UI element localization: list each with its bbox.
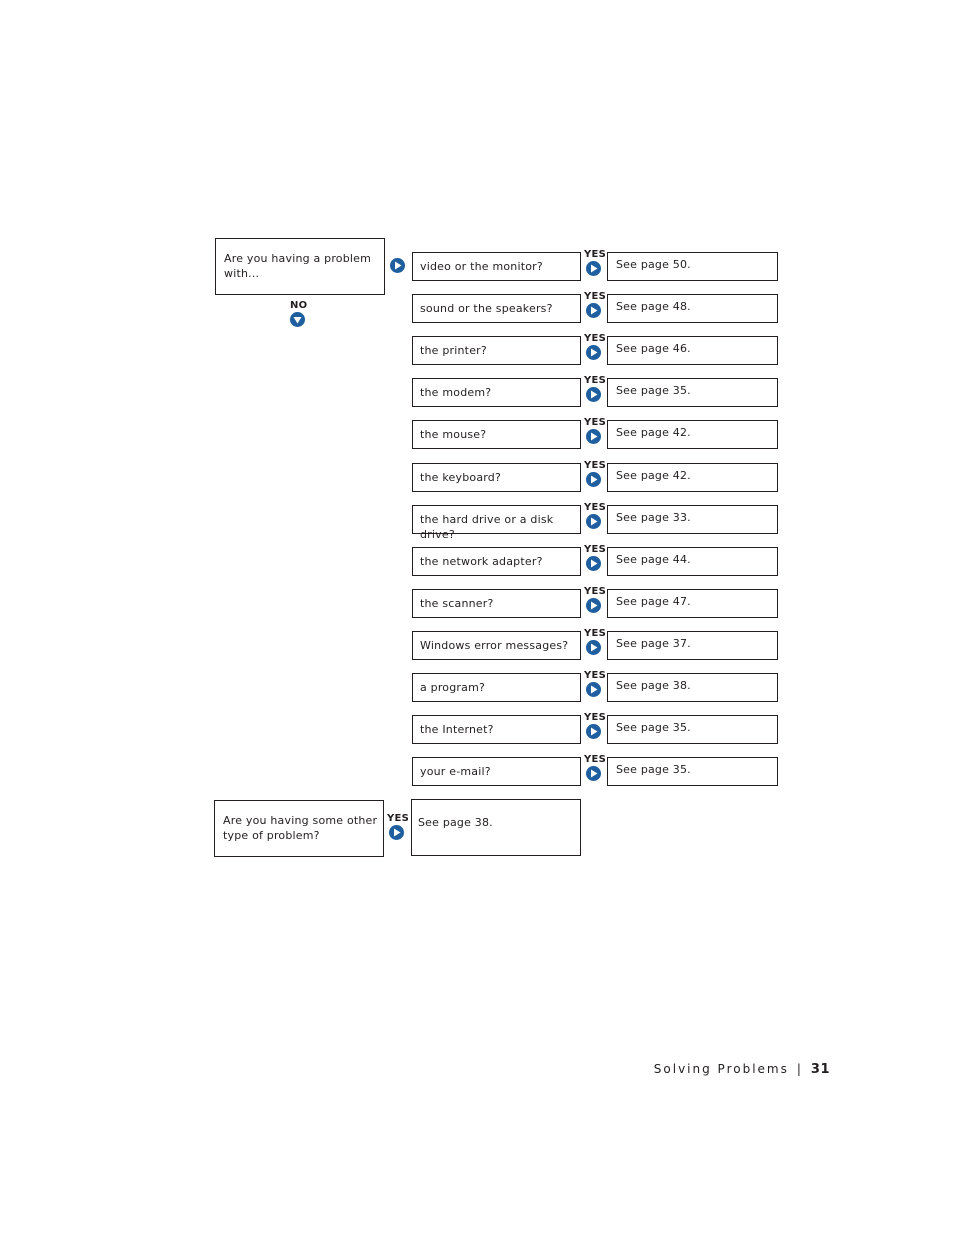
footer-separator: | <box>796 1062 801 1076</box>
yes-label: YES <box>584 501 607 513</box>
answer-box <box>607 420 778 449</box>
page-footer <box>654 1062 830 1077</box>
answer-box <box>607 631 778 660</box>
question-box <box>412 547 581 576</box>
answer-box <box>607 463 778 492</box>
question-text: a program? <box>420 681 486 694</box>
arrow-right-icon <box>389 825 404 840</box>
question-box <box>412 378 581 407</box>
answer-box <box>607 336 778 365</box>
question-text: sound or the speakers? <box>420 302 553 316</box>
question-text: the hard drive or a disk drive? <box>420 512 554 541</box>
question-text: Windows error messages? <box>420 638 569 652</box>
arrow-right-icon <box>586 345 601 360</box>
question-text: the printer? <box>420 344 487 358</box>
answer-text: See page 48. <box>616 300 691 314</box>
arrow-down-icon <box>290 312 305 327</box>
question-box <box>412 673 581 702</box>
answer-box <box>607 378 778 407</box>
arrow-right-icon <box>586 261 601 276</box>
yes-label: YES <box>584 291 607 303</box>
start-question-box <box>215 238 385 295</box>
answer-box <box>607 757 778 786</box>
question-box <box>412 252 581 281</box>
arrow-right-icon <box>586 472 601 487</box>
yes-label: YES <box>584 333 607 345</box>
yes-label: YES <box>584 417 607 429</box>
arrow-right-icon <box>586 682 601 697</box>
answer-text: See page 38. <box>616 679 691 692</box>
question-box <box>412 631 581 660</box>
question-box <box>412 589 581 618</box>
yes-label: YES <box>584 670 607 681</box>
question-box <box>412 463 581 492</box>
question-text: the scanner? <box>420 596 494 610</box>
answer-text: See page 44. <box>616 552 691 566</box>
question-box <box>412 420 581 449</box>
question-text: video or the monitor? <box>420 260 543 273</box>
answer-text: See page 47. <box>616 594 691 608</box>
page-number: 31 <box>810 1062 830 1077</box>
answer-text: See page 42. <box>616 468 691 482</box>
other-question-text: Are you having some other type of problem? <box>223 814 378 842</box>
answer-text: See page 35. <box>616 721 691 735</box>
yes-label: YES <box>584 543 607 555</box>
arrow-right-icon <box>390 258 405 273</box>
yes-label: YES <box>584 375 607 387</box>
question-text: the mouse? <box>420 428 487 442</box>
answer-box <box>607 589 778 618</box>
section-title: Solving Problems <box>653 1062 789 1076</box>
answer-box <box>607 294 778 323</box>
answer-box <box>607 505 778 534</box>
arrow-right-icon <box>586 766 601 781</box>
answer-box <box>607 547 778 576</box>
question-text: your e-mail? <box>420 765 491 779</box>
yes-label: YES <box>584 712 607 724</box>
question-box <box>412 757 581 786</box>
other-question-box <box>214 800 384 857</box>
answer-text: See page 33. <box>616 510 691 524</box>
answer-text: See page 50. <box>616 258 691 271</box>
answer-box <box>607 715 778 744</box>
answer-box <box>607 673 778 702</box>
yes-label: YES <box>584 754 607 766</box>
start-question-text: Are you having a problem with... <box>224 252 372 280</box>
answer-text: See page 35. <box>616 763 691 777</box>
answer-text: See page 46. <box>616 342 691 356</box>
answer-text: See page 42. <box>616 426 691 440</box>
arrow-right-icon <box>586 598 601 613</box>
yes-label: YES <box>584 585 607 597</box>
yes-label: YES <box>584 249 607 260</box>
arrow-right-icon <box>586 640 601 655</box>
answer-box <box>607 252 778 281</box>
question-box <box>412 294 581 323</box>
arrow-right-icon <box>586 556 601 571</box>
arrow-right-icon <box>586 429 601 444</box>
yes-label: YES <box>387 813 410 824</box>
arrow-right-icon <box>586 724 601 739</box>
yes-label: YES <box>584 627 607 639</box>
arrow-right-icon <box>586 303 601 318</box>
answer-text: See page 35. <box>616 384 691 398</box>
question-box <box>412 336 581 365</box>
question-text: the Internet? <box>420 723 494 737</box>
question-box <box>412 505 581 541</box>
other-answer-box <box>411 799 581 856</box>
arrow-right-icon <box>586 514 601 529</box>
answer-text: See page 37. <box>616 636 691 650</box>
question-box <box>412 715 581 744</box>
question-text: the network adapter? <box>420 554 543 568</box>
arrow-right-icon <box>586 387 601 402</box>
yes-label: YES <box>584 459 607 471</box>
other-answer-text: See page 38. <box>418 816 493 829</box>
question-text: the keyboard? <box>420 470 502 484</box>
question-text: the modem? <box>420 386 492 400</box>
no-label: NO <box>290 300 308 311</box>
